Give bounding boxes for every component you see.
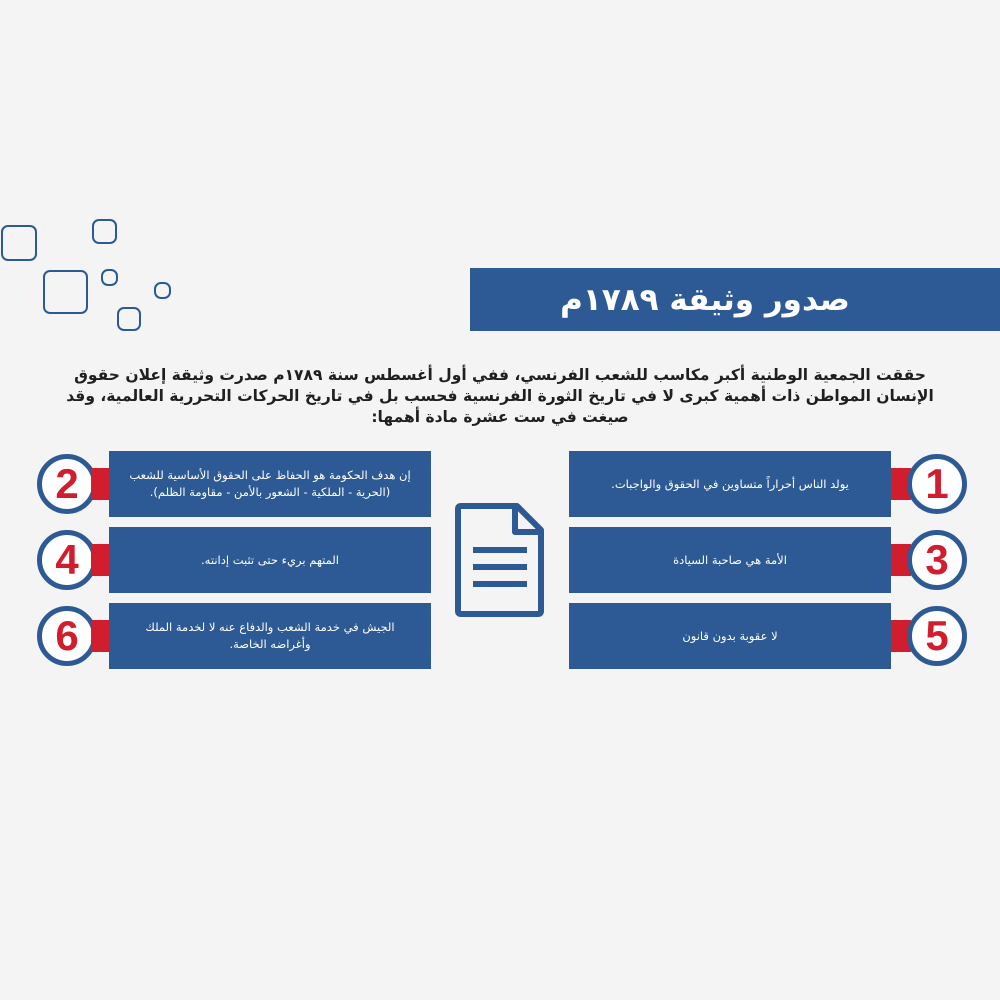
item-number: 3 (925, 536, 949, 583)
item-text-box: الأمة هي صاحبة السيادة (569, 527, 891, 593)
item-text-box: الجيش في خدمة الشعب والدفاع عنه لا لخدمة الملك وأغراضه الخاصة. (109, 603, 431, 669)
item-number: 1 (925, 460, 949, 507)
decor-square (43, 270, 88, 314)
item-number-badge (37, 530, 97, 590)
item-number-badge (907, 454, 967, 514)
decor-square (92, 219, 117, 244)
decor-square (1, 225, 37, 261)
item-tab (91, 620, 111, 652)
page-title: صدور وثيقة ١٧٨٩م (560, 281, 850, 318)
title-banner (470, 268, 1000, 331)
item-tab (91, 544, 111, 576)
item-text-box: لا عقوبة بدون قانون (569, 603, 891, 669)
intro-paragraph: حققت الجمعية الوطنية أكبر مكاسب للشعب الفرنسي، ففي أول أغسطس سنة ١٧٨٩م صدرت وثيقة إعلان حقوق الإنسان المواطن ذات أهمية كبرى لا في تاريخ الثورة الفرنسية فحسب بل في تاريخ الحركات التحررية العالمية، وقد صيغت في ست عشرة مادة أهمها: (66, 366, 934, 426)
item-number: 2 (55, 460, 79, 507)
item-number-badge (37, 606, 97, 666)
item-text-box: إن هدف الحكومة هو الحفاظ على الحقوق الأساسية للشعب (الحرية - الملكية - الشعور بالأمن - مقاومة الظلم). (109, 451, 431, 517)
decor-square (101, 269, 118, 286)
item-number: 6 (55, 612, 79, 659)
item-tab (91, 468, 111, 500)
item-number: 4 (55, 536, 79, 583)
item-text-box: يولد الناس أحراراً متساوين في الحقوق والواجبات. (569, 451, 891, 517)
item-number-badge (907, 530, 967, 590)
decor-square (154, 282, 171, 299)
document-icon (455, 502, 545, 617)
decor-square (117, 307, 141, 331)
item-number: 5 (925, 612, 949, 659)
item-number-badge (907, 606, 967, 666)
item-text-box: المتهم بريء حتى تثبت إدانته. (109, 527, 431, 593)
item-number-badge (37, 454, 97, 514)
